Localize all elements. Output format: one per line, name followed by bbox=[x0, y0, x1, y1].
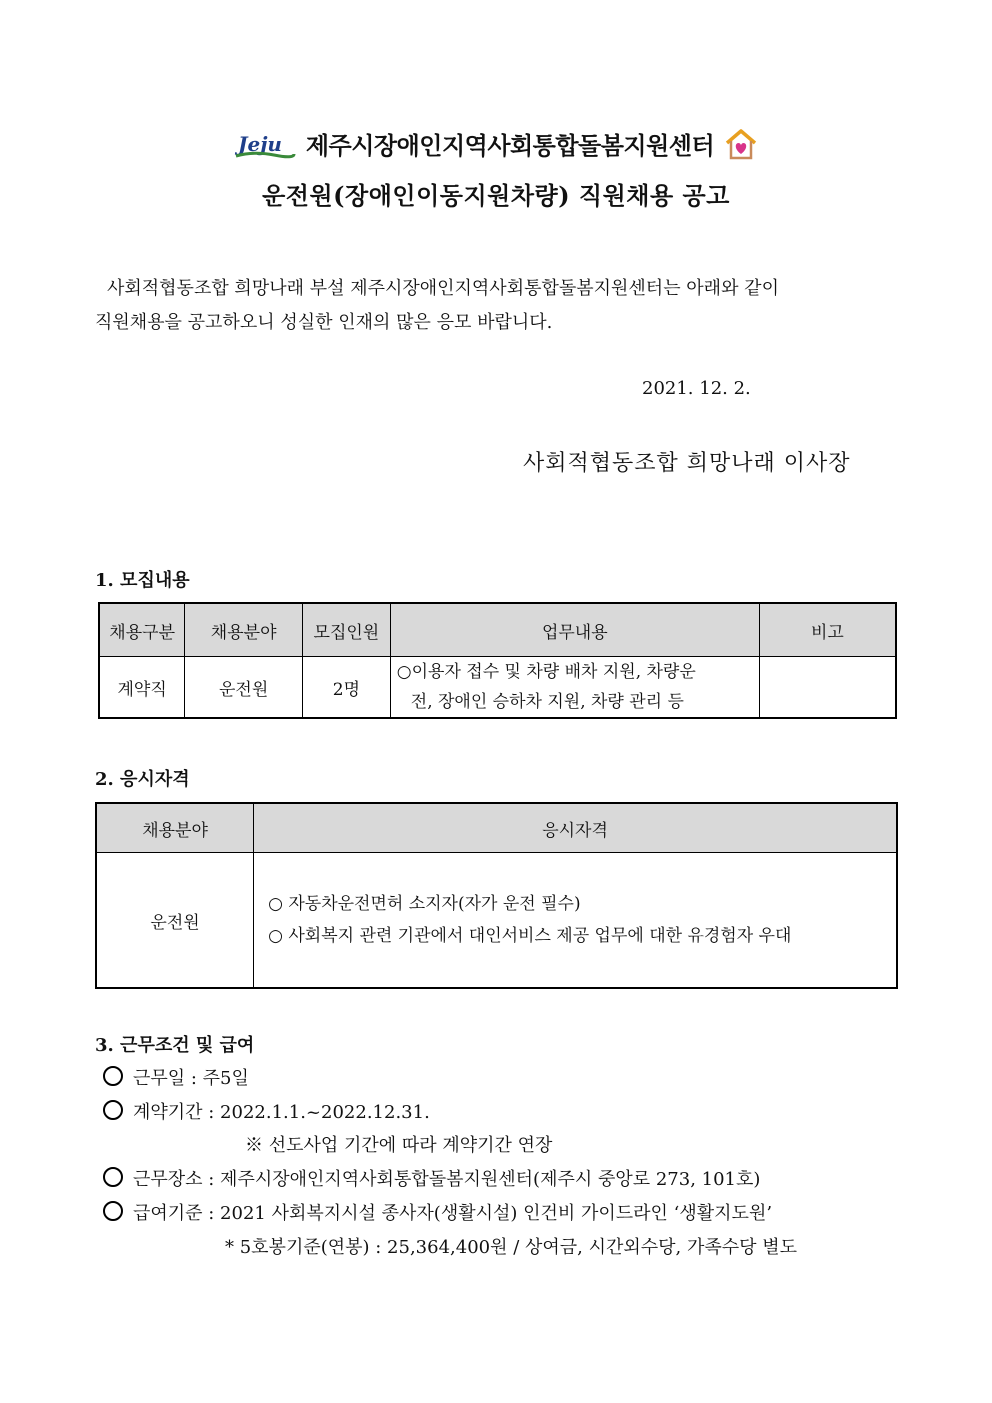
section-title: 3. 근무조건 및 급여 bbox=[95, 1035, 255, 1056]
table-header: 응시자격 bbox=[254, 803, 897, 853]
table-header: 채용구분 bbox=[99, 603, 185, 657]
qualification-cell bbox=[254, 853, 897, 989]
condition-text: 근무일 : 주5일 bbox=[133, 1068, 249, 1089]
recruitment-table bbox=[98, 602, 897, 719]
circle-bullet-icon bbox=[103, 1066, 123, 1086]
table-header-row bbox=[96, 803, 897, 853]
org-name: 제주시장애인지역사회통합돌봄지원센터 bbox=[305, 132, 715, 160]
table-header: 채용분야 bbox=[185, 603, 303, 657]
condition-item bbox=[103, 1199, 772, 1225]
notice-date: 2021. 12. 2. bbox=[642, 378, 751, 399]
circle-bullet-icon bbox=[103, 1167, 123, 1187]
circle-bullet-icon bbox=[103, 1201, 123, 1221]
employment-type-cell: 계약직 bbox=[99, 657, 185, 719]
table-row bbox=[99, 657, 896, 719]
table-header: 모집인원 bbox=[303, 603, 391, 657]
table-header: 비고 bbox=[759, 603, 896, 657]
condition-text: 급여기준 : 2021 사회복지시설 종사자(생활시설) 인건비 가이드라인 ‘생활지도원’ bbox=[133, 1203, 773, 1224]
job-field-cell: 운전원 bbox=[185, 657, 303, 719]
page-title: 운전원(장애인이동지원차량) 직원채용 공고 bbox=[262, 181, 730, 210]
org-header bbox=[0, 126, 992, 161]
table-header-row bbox=[99, 603, 896, 657]
condition-item bbox=[103, 1165, 760, 1191]
salary-note: * 5호봉기준(연봉) : 25,364,400원 / 상여금, 시간외수당, 가족수당 별도 bbox=[225, 1237, 798, 1258]
section-title: 1. 모집내용 bbox=[95, 570, 190, 591]
section-title: 2. 응시자격 bbox=[95, 769, 190, 790]
table-row bbox=[96, 853, 897, 989]
duty-line: ○이용자 접수 및 차량 배차 지원, 차량운 bbox=[396, 662, 696, 682]
qualification-table bbox=[95, 802, 898, 989]
signature: 사회적협동조합 희망나래 이사장 bbox=[523, 451, 851, 476]
intro-line: 직원채용을 공고하오니 성실한 인재의 많은 응모 바랍니다. bbox=[95, 312, 553, 333]
job-field-cell: 운전원 bbox=[96, 853, 254, 989]
duty-line: 전, 장애인 승하차 지원, 차량 관리 등 bbox=[410, 692, 684, 712]
qualification-line: ○ 사회복지 관련 기관에서 대인서비스 제공 업무에 대한 유경험자 우대 bbox=[268, 926, 792, 946]
duties-cell bbox=[390, 657, 759, 719]
condition-text: 계약기간 : 2022.1.1.~2022.12.31. bbox=[133, 1102, 430, 1123]
contract-note: ※ 선도사업 기간에 따라 계약기간 연장 bbox=[245, 1135, 553, 1156]
headcount-cell: 2명 bbox=[303, 657, 391, 719]
circle-bullet-icon bbox=[103, 1100, 123, 1120]
jeju-logo bbox=[234, 127, 296, 161]
condition-item bbox=[103, 1064, 249, 1090]
condition-item bbox=[103, 1098, 430, 1124]
intro-line: 사회적협동조합 희망나래 부설 제주시장애인지역사회통합돌봄지원센터는 아래와 같이 bbox=[107, 278, 779, 299]
condition-text: 근무장소 : 제주시장애인지역사회통합돌봄지원센터(제주시 중앙로 273, 101호) bbox=[133, 1169, 761, 1190]
table-header: 채용분야 bbox=[96, 803, 254, 853]
qualification-line: ○ 자동차운전면허 소지자(자가 운전 필수) bbox=[268, 894, 581, 914]
table-header: 업무내용 bbox=[390, 603, 759, 657]
note-cell bbox=[759, 657, 896, 719]
intro-paragraph bbox=[95, 272, 900, 340]
svg-text:Jeju: Jeju bbox=[237, 131, 282, 156]
house-heart-icon bbox=[724, 127, 758, 161]
